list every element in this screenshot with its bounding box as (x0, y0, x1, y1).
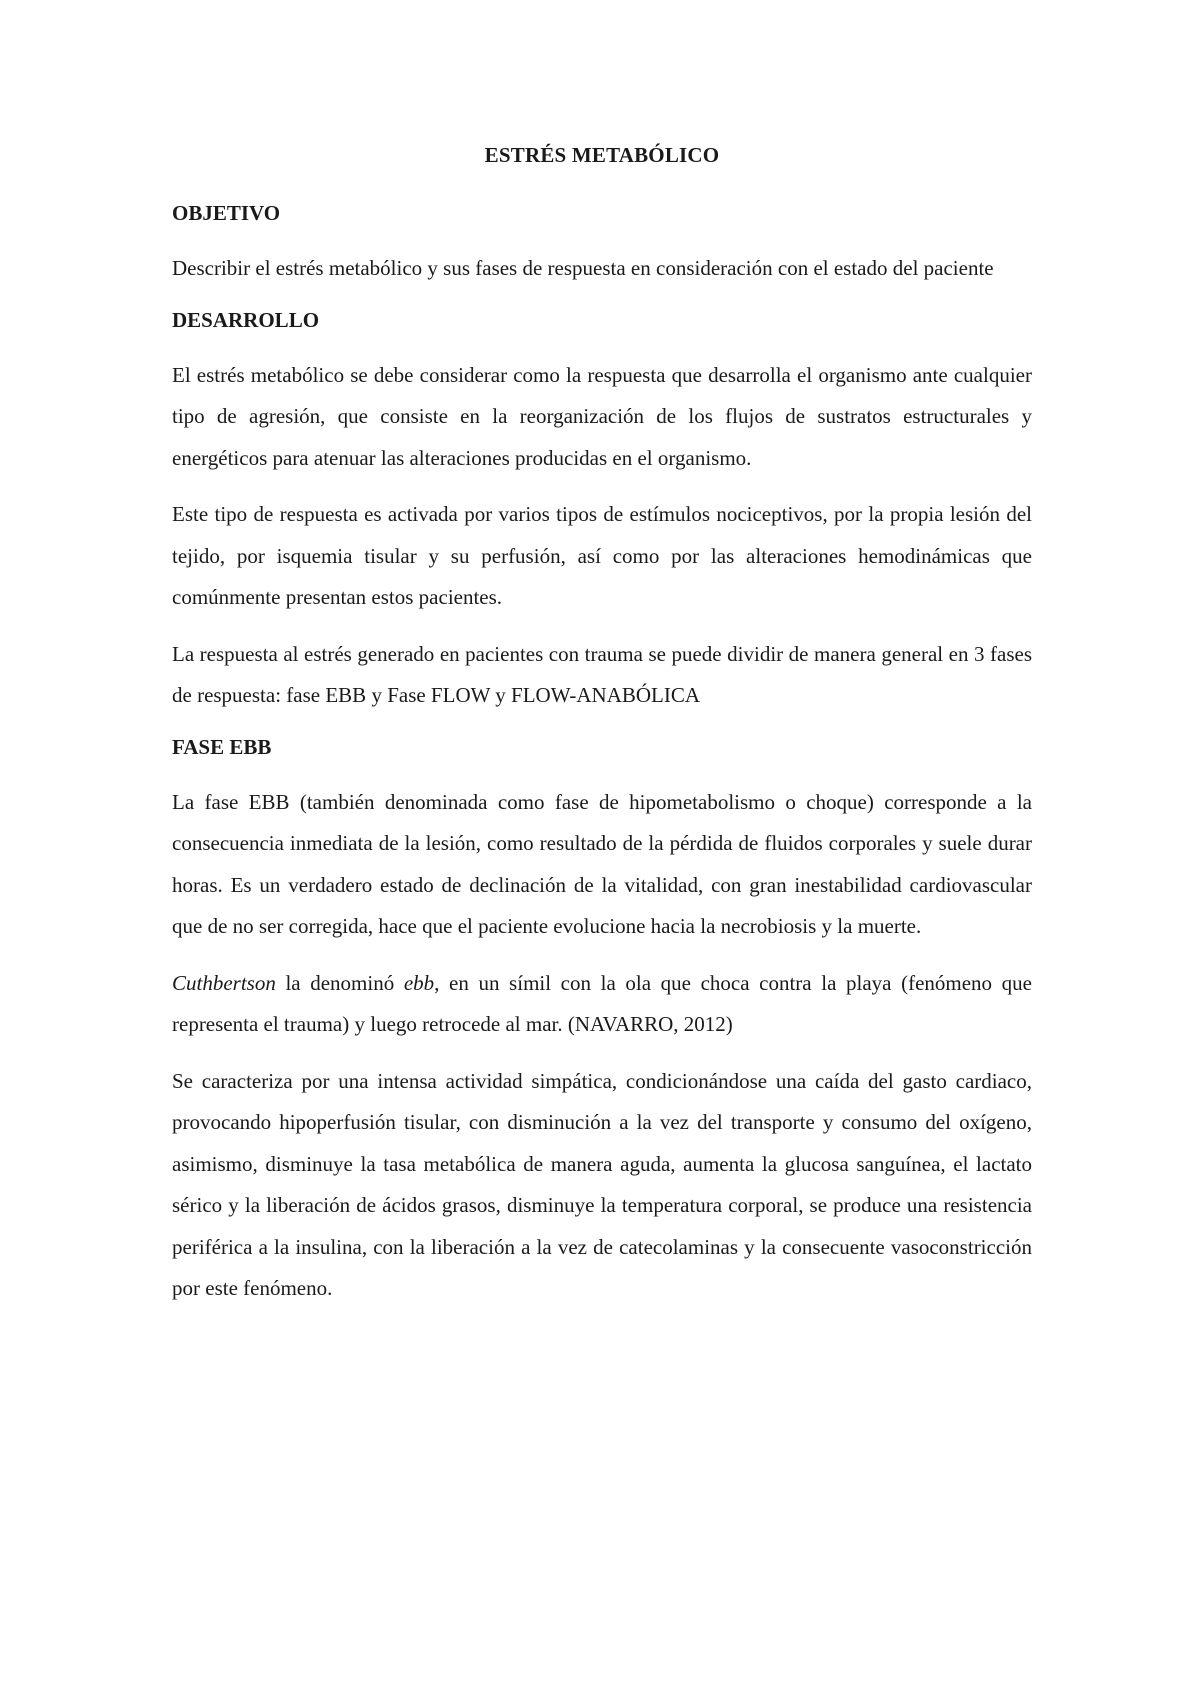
paragraph-fase-ebb-1: La fase EBB (también denominada como fase de hipometabolismo o choque) corresponde a la consecuencia inmediata de la lesión, como resultado de la pérdida de fluidos corporales y suele durar horas. Es un verdadero estado de declinación de la vitalidad, con gran inestabilidad cardiovascular que de no ser corregida, hace que el paciente evolucione hacia la necrobiosis y la muerte. (172, 789, 1032, 938)
paragraph-desarrollo-2: Este tipo de respuesta es activada por varios tipos de estímulos nociceptivos, por la propia lesión del tejido, por isquemia tisular y su perfusión, así como por las alteraciones hemodinámicas que comúnmente presentan estos pacientes. (172, 502, 1032, 609)
paragraph-desarrollo-1: El estrés metabólico se debe considerar como la respuesta que desarrolla el organismo ante cualquier tipo de agresión, que consiste en la reorganización de los flujos de sustratos estructurales y energéticos para atenuar las alteraciones producidas en el organismo. (172, 362, 1032, 470)
citation-author: Cuthbertson (172, 970, 276, 995)
section-heading-fase-ebb: FASE EBB (172, 734, 272, 759)
paragraph-objetivo: Describir el estrés metabólico y sus fases de respuesta en consideración con el estado del paciente (172, 256, 994, 280)
paragraph-fase-ebb-final: Se caracteriza por una intensa actividad simpática, condicionándose una caída del gasto cardiaco, provocando hipoperfusión tisular, con disminución a la vez del transporte y consumo del oxígeno, asimismo, disminuye la tasa metabólica de manera aguda, aumenta la glucosa sanguínea, el lactato sérico y la liberación de ácidos grasos, disminuye la temperatura corporal, se produce una resistencia periférica a la insulina, con la liberación a la vez de catecolaminas y la consecuente vasoconstricción por este fenómeno. (172, 1068, 1032, 1300)
paragraph-desarrollo-3: La respuesta al estrés generado en pacientes con trauma se puede dividir de manera general en 3 fases de respuesta: fase EBB y Fase FLOW y FLOW-ANABÓLICA (172, 641, 1032, 707)
section-heading-objetivo: OBJETIVO (172, 201, 281, 225)
document-title: ESTRÉS METABÓLICO (484, 143, 720, 167)
citation-term: ebb (403, 970, 435, 995)
citation-rest-text: , en un símil con la ola que choca contra la playa (fenómeno que representa el trauma) y luego retrocede al mar. (NAVARRO, 2012) (172, 970, 1032, 1036)
section-heading-desarrollo: DESARROLLO (172, 307, 320, 332)
citation-mid-text: la denominó (275, 970, 404, 995)
paragraph-fase-ebb-citation (172, 963, 1032, 1046)
document-page (172, 140, 1032, 1325)
